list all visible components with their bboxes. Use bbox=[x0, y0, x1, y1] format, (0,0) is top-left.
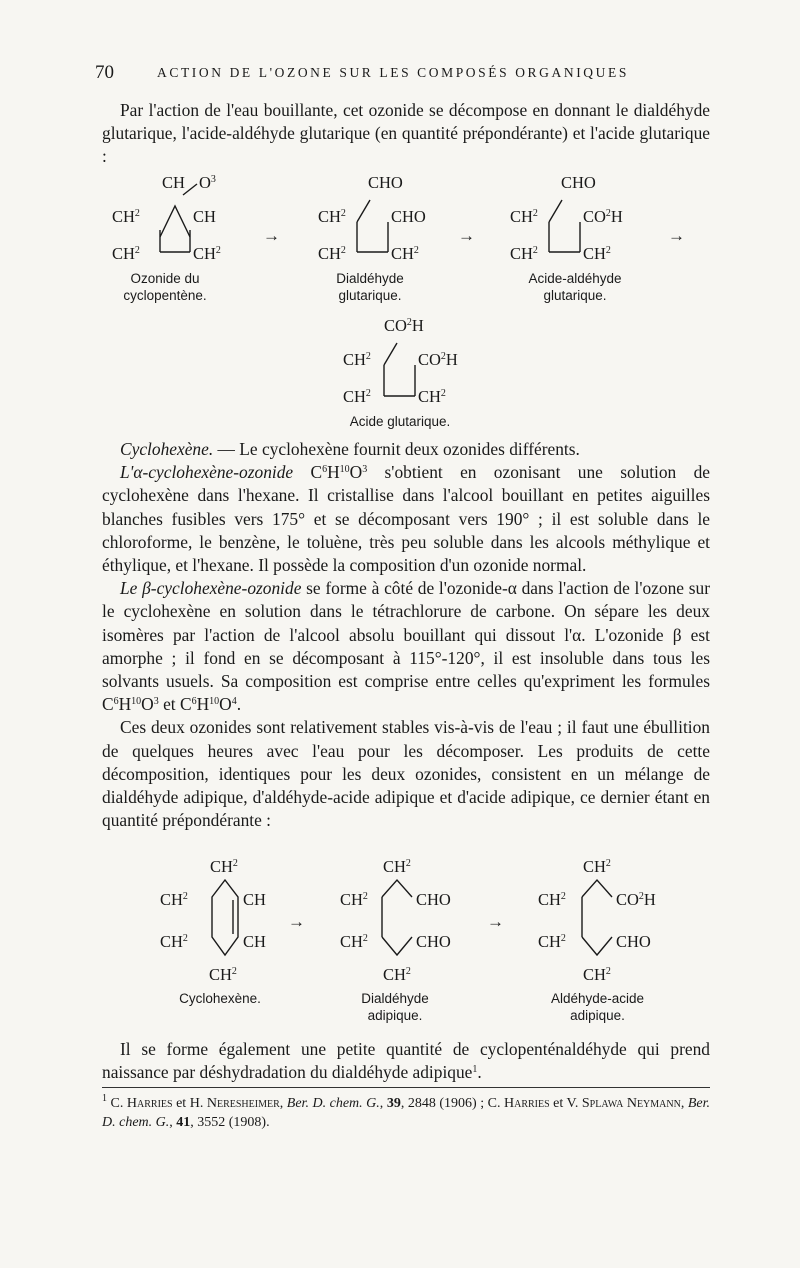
beta-ozonide-name: Le β-cyclohexène-ozonide bbox=[120, 578, 302, 599]
aldehyde-acid-left-bottom-group: $CH^2$ bbox=[538, 932, 566, 951]
scheme-1-arrow-2: → bbox=[458, 226, 475, 245]
ozonide-right-top-group: CH bbox=[193, 207, 216, 226]
cyclohexene-intro bbox=[102, 438, 710, 461]
scheme-1-arrow-1: → bbox=[263, 226, 280, 245]
ozonide-caption: Ozonide du cyclopentène. bbox=[123, 271, 207, 303]
acid-right-top-group: $CO^2H$ bbox=[418, 350, 458, 369]
dialdehyde-top-group: CHO bbox=[368, 173, 403, 192]
cyclohexene-intro-text: — Le cyclohexène fournit deux ozonides différents. bbox=[213, 439, 580, 459]
dialdehyde-left-bottom-group: $CH^2$ bbox=[318, 244, 346, 263]
cyclohexene-caption: Cyclohexène. bbox=[179, 991, 261, 1006]
cyclohexene-left-bottom-group: $CH^2$ bbox=[160, 932, 188, 951]
acid-caption: Acide glutarique. bbox=[349, 414, 451, 429]
acid-top-bond bbox=[384, 343, 397, 365]
ozonide-left-top-group: $CH^2$ bbox=[112, 207, 140, 226]
acid-aldehyde-right-top-group: $CO^2H$ bbox=[583, 207, 623, 226]
acid-aldehyde-caption: Acide-aldéhyde glutarique. bbox=[528, 271, 622, 303]
aldehyde-acid-top-bonds bbox=[582, 880, 612, 897]
adipic-dialdehyde-bottom-group: $CH^2$ bbox=[383, 965, 411, 984]
dialdehyde-right-bottom-group: $CH^2$ bbox=[391, 244, 419, 263]
ozonide-ring-top-bond bbox=[160, 206, 190, 237]
scheme-2-arrow-1: → bbox=[288, 912, 305, 931]
cyclohexene-ring bbox=[212, 880, 238, 955]
dialdehyde-right-top-group: CHO bbox=[391, 207, 426, 226]
adipic-dialdehyde-caption: Dialdéhyde adipique. bbox=[361, 991, 429, 1023]
acid-aldehyde-top-bond bbox=[549, 200, 562, 222]
beta-ozonide-text: se forme à côté de l'ozonide-α dans l'action de l'ozone sur le cyclohexène en solution dans le tétrachlorure de carbone. On sépare les deux isomères par l'action de l'alcool absolu bouillant qui dissout l'α. L'ozonide β est amorphe ; il fond en se décomposant à 115°-120°, il est insoluble dans tous les solvants usuels. Sa composition est comprise entre celles qu'expriment les formules bbox=[102, 578, 711, 692]
dialdehyde-top-bond bbox=[357, 200, 370, 222]
footnote-reference: 1 bbox=[472, 1064, 478, 1076]
alpha-ozonide-text: s'obtient en ozonisant une solution de cyclohexène dans l'hexane. Il cristallise dans l'alcool bouillant en petites aiguilles blanches fusibles vers 175° et se décomposant vers 190° ; il est soluble dans le chloroforme, le benzène, le toluène, très peu soluble dans les alcools méthylique et éthylique, et l'hexane. Il possède la composition d'un ozonide normal. bbox=[102, 462, 710, 576]
cyclopentenaldehyde-section bbox=[102, 1038, 710, 1084]
ozonide-left-bottom-group: $CH^2$ bbox=[112, 244, 140, 263]
cyclopentenaldehyde-paragraph: Il se forme également une petite quantité de cyclopenténaldéhyde qui prend naissance par déshydradation du dialdéhyde adipique$^1$. bbox=[102, 1039, 710, 1083]
beta-formula-1: $C^6H^{10}O^3$ bbox=[102, 694, 159, 715]
cyclohexene-heading: Cyclohexène. bbox=[120, 439, 214, 459]
footnote-author-1: Harries bbox=[126, 1096, 173, 1111]
acid-aldehyde-left-top-group: $CH^2$ bbox=[510, 207, 538, 226]
ozonides-decomposition-paragraph: Ces deux ozonides sont relativement stables vis-à-vis de l'eau ; il faut une ébullition de quelques heures avec l'eau pour les décomposer. Les produits de cette décomposition, identiques pour les deux ozonides, consistent en un mélange de dialdéhyde adipique, d'aldéhyde-acide adipique et d'acide adipique, ce dernier étant en quantité prépondérante : bbox=[102, 717, 710, 831]
adipic-dialdehyde-top-group: $CH^2$ bbox=[383, 857, 411, 876]
ozonide-top-group: CH bbox=[162, 173, 185, 192]
footnote-mark: 1 bbox=[102, 1093, 107, 1104]
aldehyde-acid-left-top-group: $CH^2$ bbox=[538, 890, 566, 909]
acid-top-group: $CO^2H$ bbox=[384, 316, 424, 335]
footnote-journal-1: Ber. D. chem. G. bbox=[286, 1096, 380, 1111]
alpha-ozonide-paragraph bbox=[102, 461, 710, 577]
paragraph-intro-text: Par l'action de l'eau bouillante, cet ozonide se décompose en donnant le dialdéhyde glutarique, l'acide-aldéhyde glutarique (en quantité prépondérante) et l'acide glutarique : bbox=[102, 100, 710, 167]
footnote-author-4: Splawa Neymann bbox=[581, 1096, 681, 1111]
acid-aldehyde-left-bottom-group: $CH^2$ bbox=[510, 244, 538, 263]
footnote-journal-2: Ber. D. chem. G. bbox=[102, 1096, 711, 1130]
aldehyde-acid-right-bottom-group: CHO bbox=[616, 932, 651, 951]
acid-left-bottom-group: $CH^2$ bbox=[343, 387, 371, 406]
cyclohexene-right-top-group: CH bbox=[243, 890, 266, 909]
aldehyde-acid-bottom-bonds bbox=[582, 937, 612, 955]
acid-right-bottom-group: $CH^2$ bbox=[418, 387, 446, 406]
page-number: 70 bbox=[95, 62, 114, 83]
running-title: ACTION DE L'OZONE SUR LES COMPOSÉS ORGANIQUES bbox=[157, 65, 629, 80]
cyclohexene-right-bottom-group: CH bbox=[243, 932, 266, 951]
aldehyde-acid-top-group: $CH^2$ bbox=[583, 857, 611, 876]
acid-left-top-group: $CH^2$ bbox=[343, 350, 371, 369]
adipic-dialdehyde-right-top-group: CHO bbox=[416, 890, 451, 909]
footnote: $^1$ C. Harries et H. Neresheimer, Ber. D. chem. G., 39, 2848 (1906) ; C. Harries et V. Splawa Neymann, Ber. D. chem. G., 41, 3552 (1908). bbox=[102, 1093, 711, 1130]
acid-aldehyde-right-bottom-group: $CH^2$ bbox=[583, 244, 611, 263]
footnote-author-3: Harries bbox=[503, 1096, 550, 1111]
aldehyde-acid-right-top-group: $CO^2H$ bbox=[616, 890, 656, 909]
beta-and: et bbox=[158, 694, 180, 715]
cyclohexene-section bbox=[102, 438, 710, 832]
beta-formula-2: $C^6H^{10}O^4$ bbox=[179, 694, 237, 715]
cyclohexene-top-group: $CH^2$ bbox=[210, 857, 238, 876]
ozonide-bridge-group: $O^3$ bbox=[199, 173, 216, 192]
adipic-dialdehyde-left-bottom-group: $CH^2$ bbox=[340, 932, 368, 951]
scheme-1-arrow-3: → bbox=[668, 226, 685, 245]
adipic-dialdehyde-right-bottom-group: CHO bbox=[416, 932, 451, 951]
aldehyde-acid-caption: Aldéhyde-acide adipique. bbox=[550, 991, 645, 1023]
adipic-dialdehyde-left-top-group: $CH^2$ bbox=[340, 890, 368, 909]
footnote-rule bbox=[102, 1087, 710, 1088]
adipic-dialdehyde-top-bonds bbox=[382, 880, 412, 897]
footnote-author-2: Neresheimer bbox=[206, 1096, 280, 1111]
adipic-dialdehyde-bottom-bonds bbox=[382, 937, 412, 955]
alpha-ozonide-name: L'α-cyclohexène-ozonide bbox=[120, 462, 294, 483]
cyclopentenaldehyde-text: Il se forme également une petite quantité de cyclopenténaldéhyde qui prend naissance par déshydradation du dialdéhyde adipique bbox=[102, 1039, 710, 1083]
ozonide-right-bottom-group: $CH^2$ bbox=[193, 244, 221, 263]
footnote-volume-2: 41 bbox=[176, 1115, 191, 1130]
dialdehyde-caption: Dialdéhyde glutarique. bbox=[336, 271, 404, 303]
cyclohexene-bottom-group: $CH^2$ bbox=[209, 965, 237, 984]
dialdehyde-left-top-group: $CH^2$ bbox=[318, 207, 346, 226]
cyclohexene-left-top-group: $CH^2$ bbox=[160, 890, 188, 909]
footnote-volume-1: 39 bbox=[386, 1096, 401, 1111]
scheme-2-arrow-2: → bbox=[487, 912, 504, 931]
acid-aldehyde-top-group: CHO bbox=[561, 173, 596, 192]
ozonide-bridge-bond bbox=[183, 184, 197, 195]
aldehyde-acid-bottom-group: $CH^2$ bbox=[583, 965, 611, 984]
beta-ozonide-paragraph: Le β-cyclohexène-ozonide se forme à côté de l'ozonide-α dans l'action de l'ozone sur le cyclohexène en solution dans le tétrachlorure de carbone. On sépare les deux isomères par l'action de l'alcool absolu bouillant qui dissout l'α. L'ozonide β est amorphe ; il fond en se décomposant à 115°-120°, il est insoluble dans tous les solvants usuels. Sa composition est comprise entre celles qu'expriment les formules $C^6H^{10}O^3$ et $C^6H^{10}O^4$. bbox=[102, 578, 711, 715]
alpha-ozonide-formula: $C^6H^{10}O^3$ bbox=[310, 462, 368, 483]
